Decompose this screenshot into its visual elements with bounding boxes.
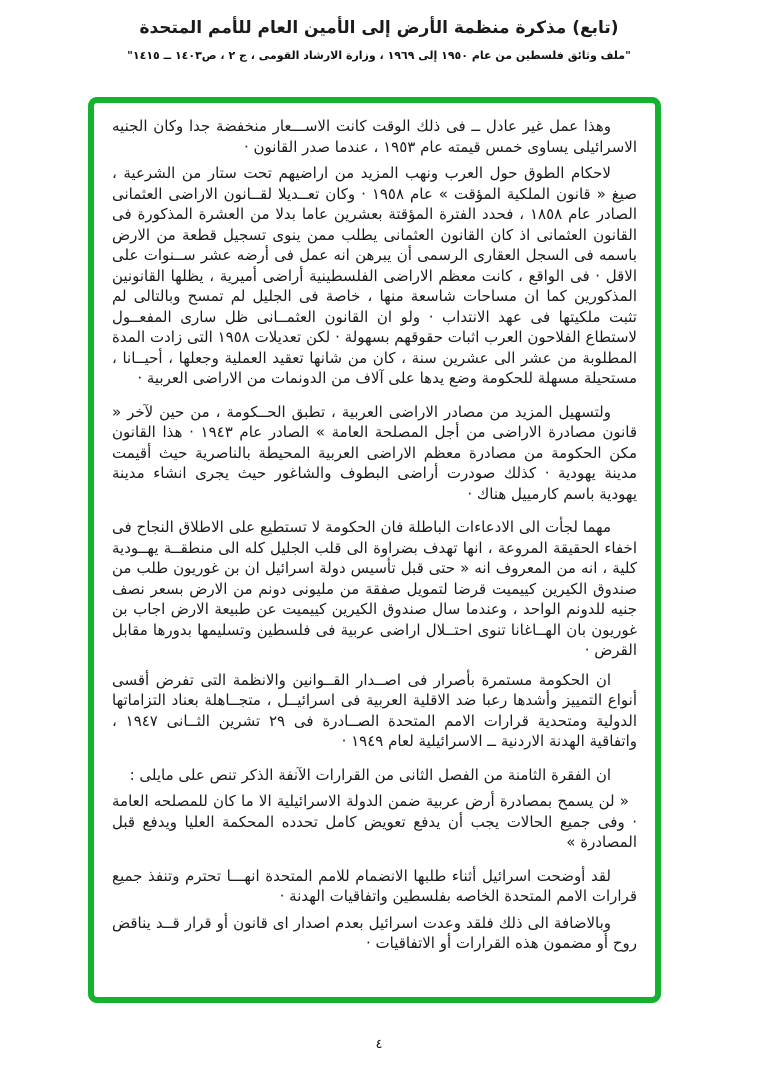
paragraph-6: ان الفقرة الثامنة من الفصل الثانى من القرارات الآنفة الذكر تنص على مايلى : [129, 765, 611, 784]
paragraph-4: مهما لجأت الى الادعاءات الباطلة فان الحكومة لا تستطيع على الاطلاق النجاح فى اخفاء الحقيقة المروعة ، انها تهدف بضراوة الى قلب الجليل كله الى منطقــة يهــودية كلية ، انه من المعروف انه « حتى قبل تأسيس دولة اسرائيل ان بن غوريون طلب من صندوق الكيرين كييميت قرضا لتمويل صفقة من مليونى دونم من الارض بسعر نصف جنيه للدونم الواحد ، وعندما سال صندوق الكيرين كييميت عن طبيعة الارض اجاب بن غوريون بان الهــاغانا تنوى احتــلال اراضى عربية فى فلسطين وتسليمها بدورها مقابل القرض · [112, 518, 637, 659]
paragraph-9: وبالاضافة الى ذلك فلقد وعدت اسرائيل بعدم اصدار اى قانون أو قرار قــد يناقض روح أو مضمون هذه القرارات أو الاتفاقيات · [112, 913, 637, 952]
paragraph-3: ولتسهيل المزيد من مصادر الاراضى العربية ، تطبق الحــكومة ، من حين لآخر « قانون مصادرة الاراضى من أجل المصلحة العامة » الصادر عام ١٩٤٣ · هذا القانون مكن الحكومة من مصادرة معظم الاراضى العربية المحيطة بالناصرية حيث أقيمت مدينة يهودية · كذلك صودرت أراضى البطوف والشاغور حيث يجرى انشاء مدينة يهودية باسم كارمييل هناك · [112, 402, 637, 503]
paragraph-1: وهذا عمل غير عادل ــ فى ذلك الوقت كانت الاســـعار منخفضة جدا وكان الجنيه الاسرائيلى يساوى خمس قيمته عام ١٩٥٣ ، عندما صدر القانون · [112, 117, 637, 156]
document-source-line: "ملف وثائق فلسطين من عام ١٩٥٠ إلى ١٩٦٩ ، وزارة الارشاد القومى ، ج ٢ ، ص١٤٠٣ ــ ١٤١٥" [127, 49, 631, 62]
document-title: (تابع) مذكرة منظمة الأرض إلى الأمين العام للأمم المتحدة [139, 18, 619, 38]
paragraph-2: لاحكام الطوق حول العرب ونهب المزيد من اراضيهم تحت ستار من الشرعية ، صيغ « قانون الملكية المؤقت » عام ١٩٥٨ · وكان تعــديلا لقــانون الاراضى العثمانى الصادر عام ١٨٥٨ ، فحدد الفترة المؤقتة بعشرين عاما بدلا من العشرة المذكورة فى القانون العثمانى اذ كان القانون العثمانى يطلب ممن ينوى تسجيل قطعة من الارض باسمه فى السجل العقارى الرسمى أن يبرهن انه عمل فى أرضه عشر ســنوات على الاقل · فى الواقع ، كانت معظم الاراضى الفلسطينية أراضى أميرية ، يظلها القانونين المذكورين كما ان مساحات شاسعة منها ، خاصة فى الجليل لم تمسح وبالتالى لم تثبت ملكيتها فى عهد الانتداب · ولو ان القانون العثمــانى ظل سارى المفعــول لاستطاع الفلاحون العرب اثبات حقوقهم بسهولة · لكن تعديلات ١٩٥٨ التى زادت المدة المطلوبة من عشر الى عشرين سنة ، كان من شانها تعقيد العملية وجعلها ، أحيــانا ، مستحيلة مسهلة للحكومة وضع يدها على آلاف من الدونمات من الاراضى العربية · [112, 164, 637, 387]
page-number: ٤ [375, 1037, 383, 1052]
memo-body [112, 116, 637, 954]
green-border-frame [88, 97, 661, 1003]
paragraph-5: ان الحكومة مستمرة بأصرار فى اصــدار القــوانين والانظمة التى تفرض أقسى أنواع التمييز وأشدها رعبا ضد الاقلية العربية فى اسرائيــل ، متجــاهلة بعناد التزاماتها الدولية ومتحدية قرارات الامم المتحدة الصــادرة فى ٢٩ تشرين الثــانى ١٩٤٧ ، واتفاقية الهدنة الاردنية ــ الاسرائيلية لعام ١٩٤٩ · [112, 670, 638, 750]
paragraph-7-quote: « لن يسمح بمصادرة أرض عربية ضمن الدولة الاسرائيلية الا ما كان للمصلحه العامة · وفى جميع الحالات يجب أن يدفع تعويض كامل تحدده المحكمة العليا ويدفع قبل المصادرة » [112, 792, 637, 851]
paragraph-8: لقد أوضحت اسرائيل أثناء طلبها الانضمام للامم المتحدة انهـــا تحترم وتنفذ جميع قرارات الامم المتحدة الخاصه بفلسطين واتفاقيات الهدنة · [112, 866, 637, 905]
page-header [0, 0, 758, 62]
